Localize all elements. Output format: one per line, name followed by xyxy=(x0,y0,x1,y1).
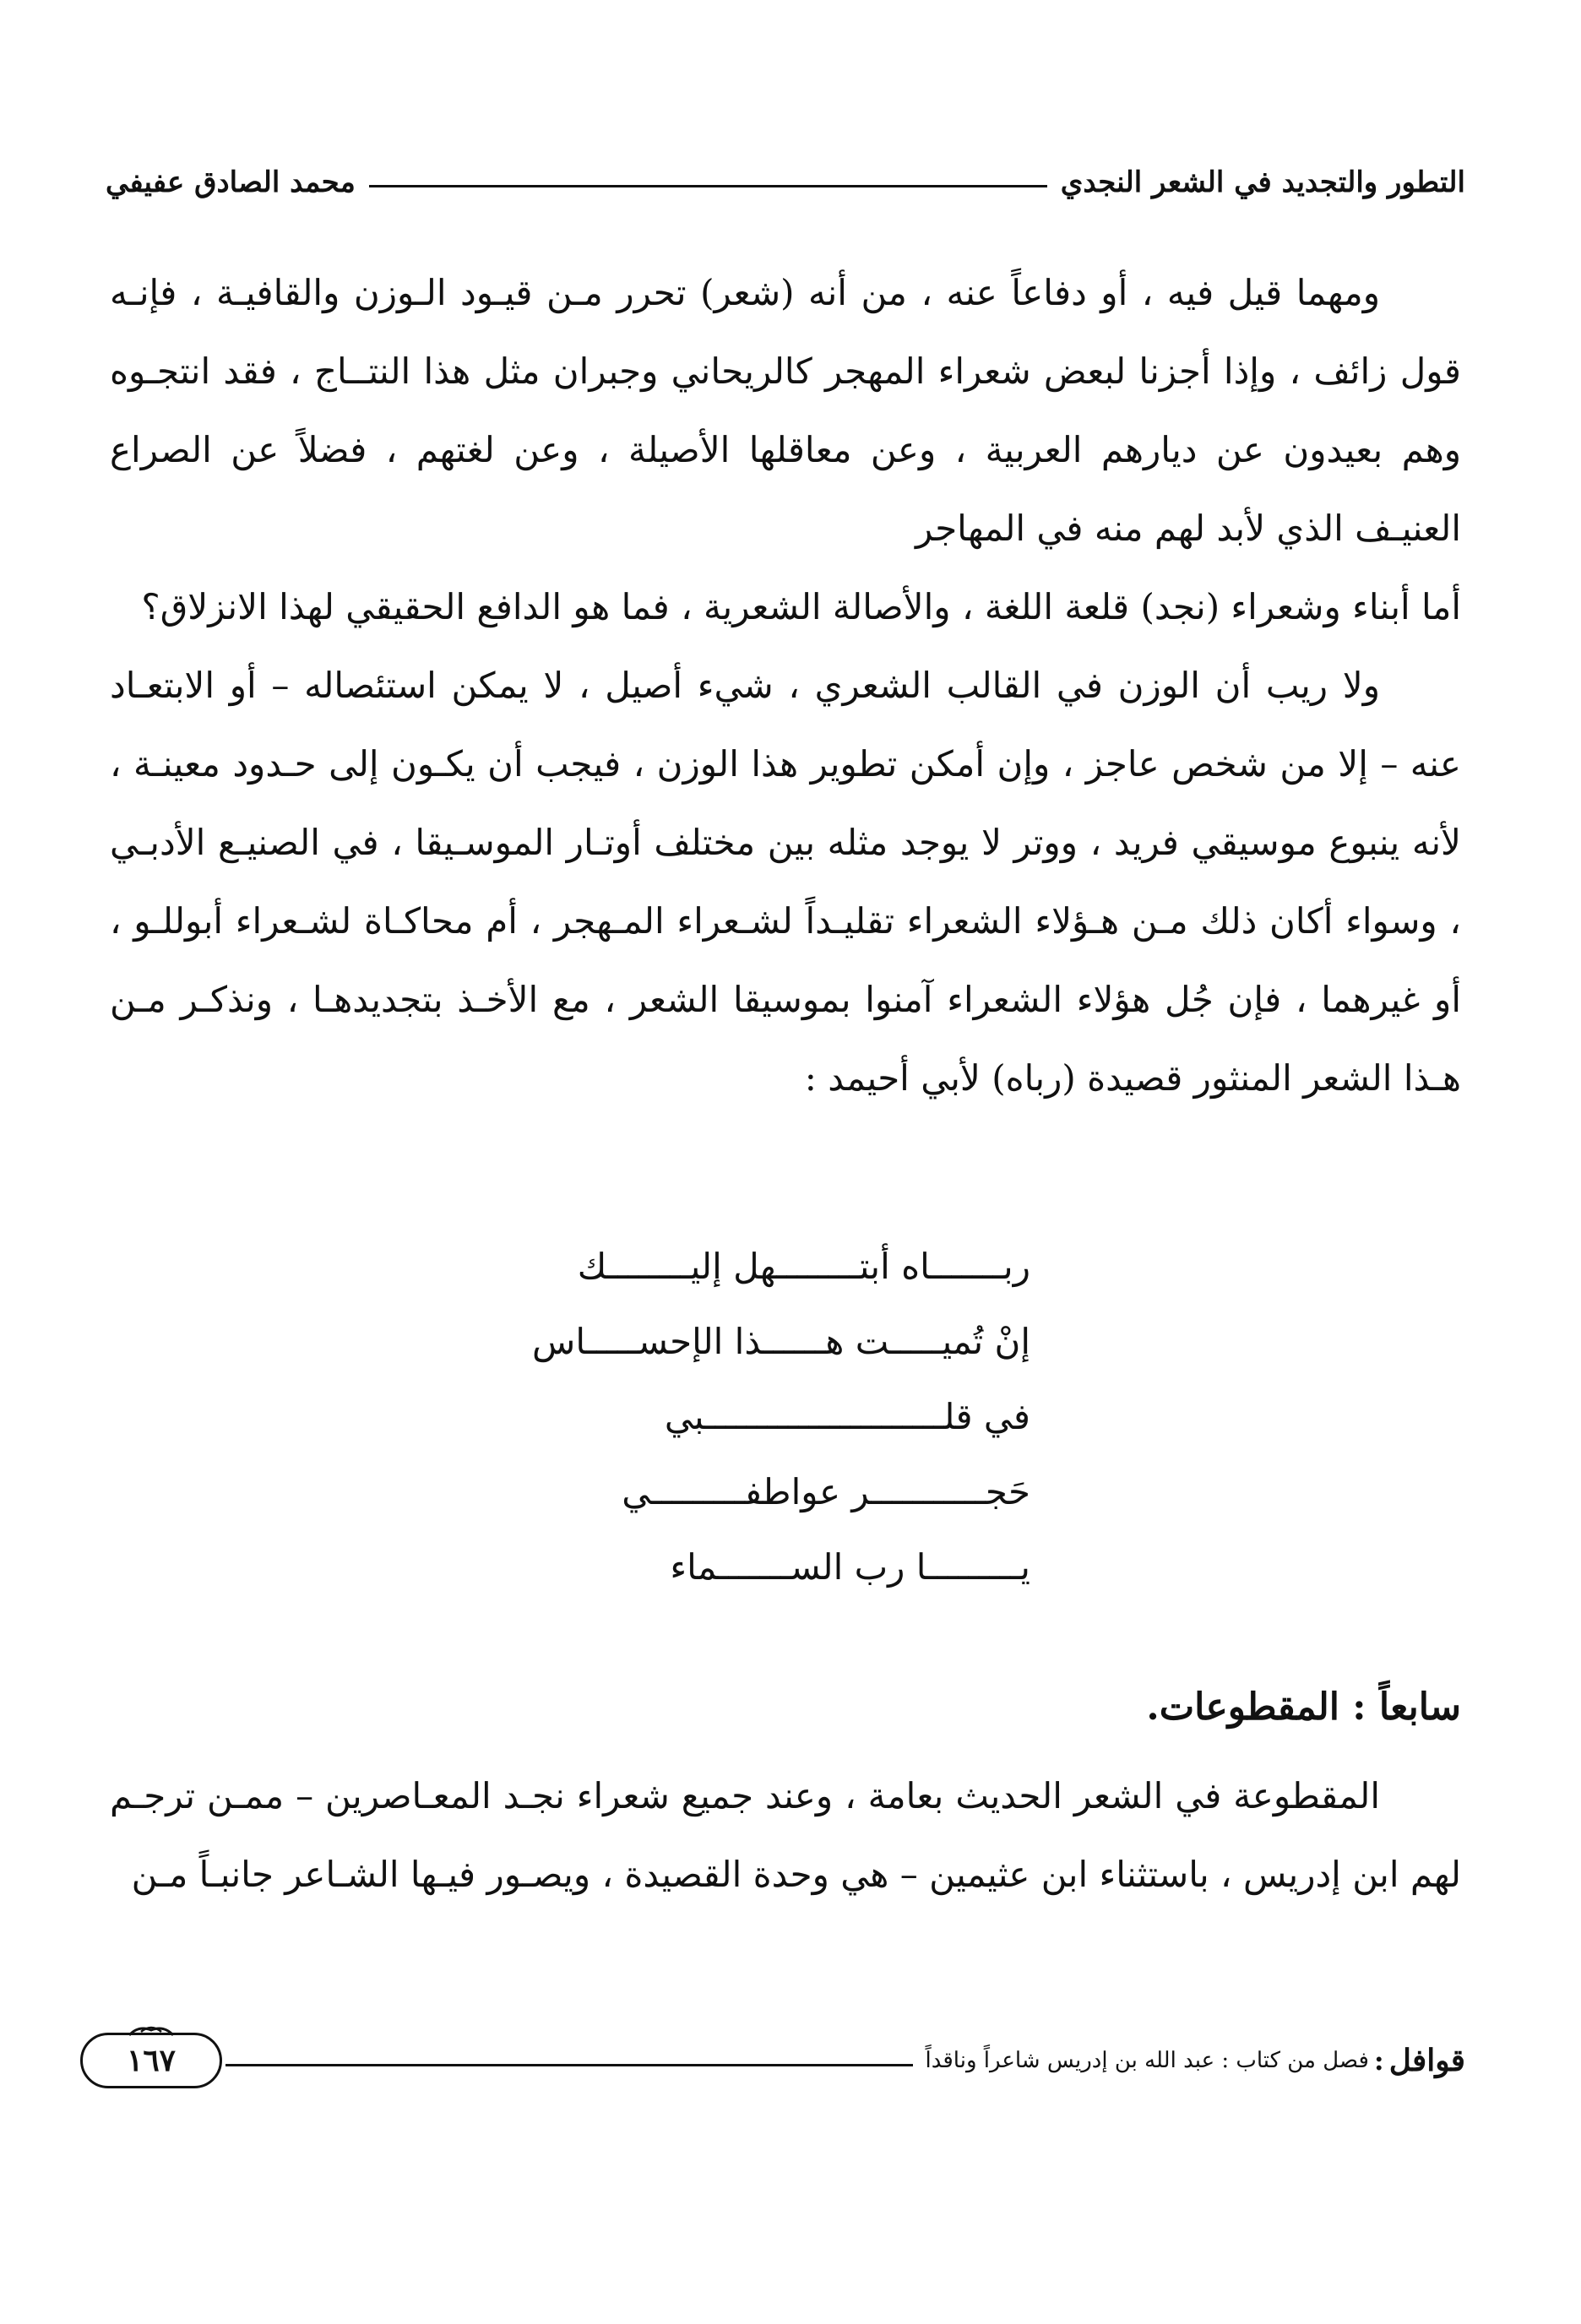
page-number-badge xyxy=(80,2033,222,2088)
ornament-icon xyxy=(126,2023,177,2039)
author-name: محمد الصادق عفيفي xyxy=(106,166,356,199)
poem-verse-3: في قلـــــــــــــــــــــــبي xyxy=(664,1396,1030,1437)
page-number: ١٦٧ xyxy=(127,2043,177,2078)
book-title: التطور والتجديد في الشعر النجدي xyxy=(1060,166,1465,199)
section-paragraph: المقطوعة في الشعر الحديث بعامة ، وعند جميع شعراء نجـد المعـاصرين – ممـن ترجـم لهم ابن إدريس ، باستثناء ابن عثيمين – هي وحدة القصيدة ، ويصـور فيـها الشـاعر جانبـاً مـن xyxy=(110,1775,1461,1895)
poem-verse-2: إنْ تُميـــــت هــــــذا الإحســـــاس xyxy=(532,1321,1030,1362)
section-maqtuaat xyxy=(110,1668,1461,1914)
poem-verse-4: حَجـــــــــــر عواطفـــــــــي xyxy=(622,1471,1030,1512)
section-heading: سابعاً : المقطوعات. xyxy=(1146,1686,1461,1729)
running-header xyxy=(106,159,1465,206)
source-text: فصل من كتاب : عبد الله بن إدريس شاعراً وناقداً xyxy=(925,2048,1369,2073)
paragraph-1: ومهما قيل فيه ، أو دفاعاً عنه ، من أنه (شعر) تحرر مـن قيـود الـوزن والقافيـة ، فإنـه قول زائف ، وإذا أجزنا لبعض شعراء المهجر كالريحاني وجبران مثل هذا النتــاج ، فقد انتجـوه وهم بعيدون عن ديارهم العربية ، وعن معاقلها الأصيلة ، وعن لغتهم ، فضلاً عن الصراع العنيـف الذي لأبد لهم منه في المهاجر xyxy=(110,272,1461,549)
footer-rule xyxy=(225,2064,913,2066)
page-footer xyxy=(80,2023,1465,2099)
poem-verse-5: يـــــــــا رب الســـــــماء xyxy=(670,1546,1030,1588)
journal-colon: : xyxy=(1373,2044,1384,2077)
header-rule xyxy=(369,185,1047,187)
paragraph-3: ولا ريب أن الوزن في القالب الشعري ، شيء أصيل ، لا يمكن استئصاله – أو الابتعـاد عنه – إلا من شخص عاجز ، وإن أمكن تطوير هذا الوزن ، فيجب أن يكـون إلى حـدود معينـة ، لأنه ينبوع موسيقي فريد ، ووتر لا يوجد مثله بين مختلف أوتـار الموسـيقا ، في الصنيـع الأدبـي ، وسواء أكان ذلك مـن هـؤلاء الشعراء تقليـداً لشـعراء المـهجر ، أم محاكـاة لشـعراء أبوللـو ، أو غيرهما ، فإن جُل هؤلاء الشعراء آمنوا بموسيقا الشعر ، مع الأخـذ بتجديدهـا ، ونذكـر مـن هـذا الشعر المنثور قصيدة (رباه) لأبي أحيمد : xyxy=(110,665,1461,1099)
journal-name: قوافل xyxy=(1388,2043,1465,2078)
poem-verse-1: ربـــــــاه أبتــــــــهل إليــــــــك xyxy=(577,1246,1030,1287)
body-text xyxy=(110,253,1461,1117)
paragraph-2: أما أبناء وشعراء (نجد) قلعة اللغة ، والأصالة الشعرية ، فما هو الدافع الحقيقي لهذا الانزلاق؟ xyxy=(141,586,1461,627)
poem xyxy=(405,1229,1030,1605)
